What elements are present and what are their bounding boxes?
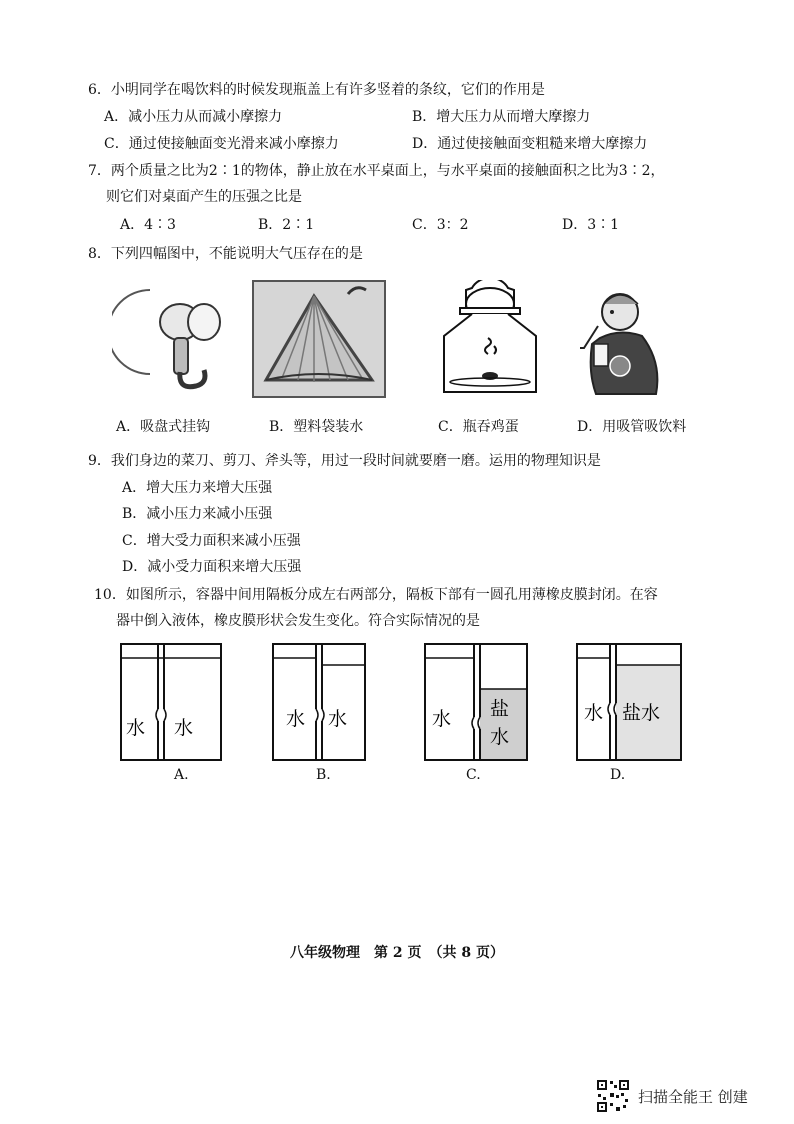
container-d-figure <box>576 643 682 761</box>
scanner-watermark <box>596 1076 748 1116</box>
container-d-left-liquid: 水 <box>584 702 604 724</box>
scanner-label: 扫描全能王 创建 <box>638 1087 748 1106</box>
container-b-right-liquid: 水 <box>328 708 348 730</box>
container-c-salt-label: 盐 <box>490 698 510 720</box>
container-c-figure <box>424 643 528 761</box>
q10-option-d: D. <box>610 767 626 783</box>
container-d-right-liquid: 盐水 <box>622 702 661 724</box>
q8-option-c: C．瓶吞鸡蛋 <box>438 419 519 435</box>
q8-option-a: A．吸盘式挂钩 <box>116 419 211 435</box>
q10-stem-line2: 器中倒入液体，橡皮膜形状会发生变化。符合实际情况的是 <box>116 613 480 629</box>
q8-option-b: B．塑料袋装水 <box>269 419 364 435</box>
bottle-egg-figure <box>438 280 542 398</box>
plastic-bag-figure <box>252 280 386 398</box>
q10-option-a: A. <box>174 767 189 783</box>
container-c-left-liquid: 水 <box>432 708 452 730</box>
q6-option-a: A．减小压力从而减小摩擦力 <box>104 109 283 125</box>
q9-stem: 9．我们身边的菜刀、剪刀、斧头等，用过一段时间就要磨一磨。运用的物理知识是 <box>88 453 601 469</box>
q7-stem-line1: 7．两个质量之比为2∶1的物体，静止放在水平桌面上，与水平桌面的接触面积之比为3∶2， <box>88 163 665 179</box>
suction-hook-figure <box>112 282 230 394</box>
q9-option-a: A．增大压力来增大压强 <box>122 480 273 496</box>
q7-option-d: D．3∶1 <box>562 217 620 233</box>
q6-option-b: B．增大压力从而增大摩擦力 <box>412 109 591 125</box>
q7-option-b: B．2∶1 <box>258 217 315 233</box>
container-a-figure <box>120 643 222 761</box>
container-a-left-liquid: 水 <box>126 717 146 739</box>
q10-option-c: C. <box>466 767 481 783</box>
q9-option-d: D．减小受力面积来增大压强 <box>122 559 302 575</box>
q9-option-b: B．减小压力来减小压强 <box>122 506 273 522</box>
q9-option-c: C．增大受力面积来减小压强 <box>122 533 301 549</box>
container-b-left-liquid: 水 <box>286 708 306 730</box>
qr-code-icon <box>596 1079 630 1113</box>
container-b-figure <box>272 643 366 761</box>
page-footer: 八年级物理 第 2 页 （共 8 页） <box>290 945 504 961</box>
container-c-water-label: 水 <box>490 726 510 748</box>
q7-option-a: A．4∶3 <box>120 217 176 233</box>
boy-straw-figure <box>578 282 662 398</box>
q6-option-d: D．通过使接触面变粗糙来增大摩擦力 <box>412 136 648 152</box>
container-a-right-liquid: 水 <box>174 717 194 739</box>
q6-option-c: C．通过使接触面变光滑来减小摩擦力 <box>104 136 339 152</box>
q10-option-b: B. <box>316 767 331 783</box>
q10-stem-line1: 10．如图所示，容器中间用隔板分成左右两部分，隔板下部有一圆孔用薄橡皮膜封闭。在容 <box>94 587 658 603</box>
q7-option-c: C．3：2 <box>412 217 469 233</box>
q7-stem-line2: 则它们对桌面产生的压强之比是 <box>106 189 302 205</box>
q8-option-d: D．用吸管吸饮料 <box>577 419 687 435</box>
q6-stem: 6．小明同学在喝饮料的时候发现瓶盖上有许多竖着的条纹，它们的作用是 <box>88 82 545 98</box>
q8-stem: 8．下列四幅图中，不能说明大气压存在的是 <box>88 246 363 262</box>
